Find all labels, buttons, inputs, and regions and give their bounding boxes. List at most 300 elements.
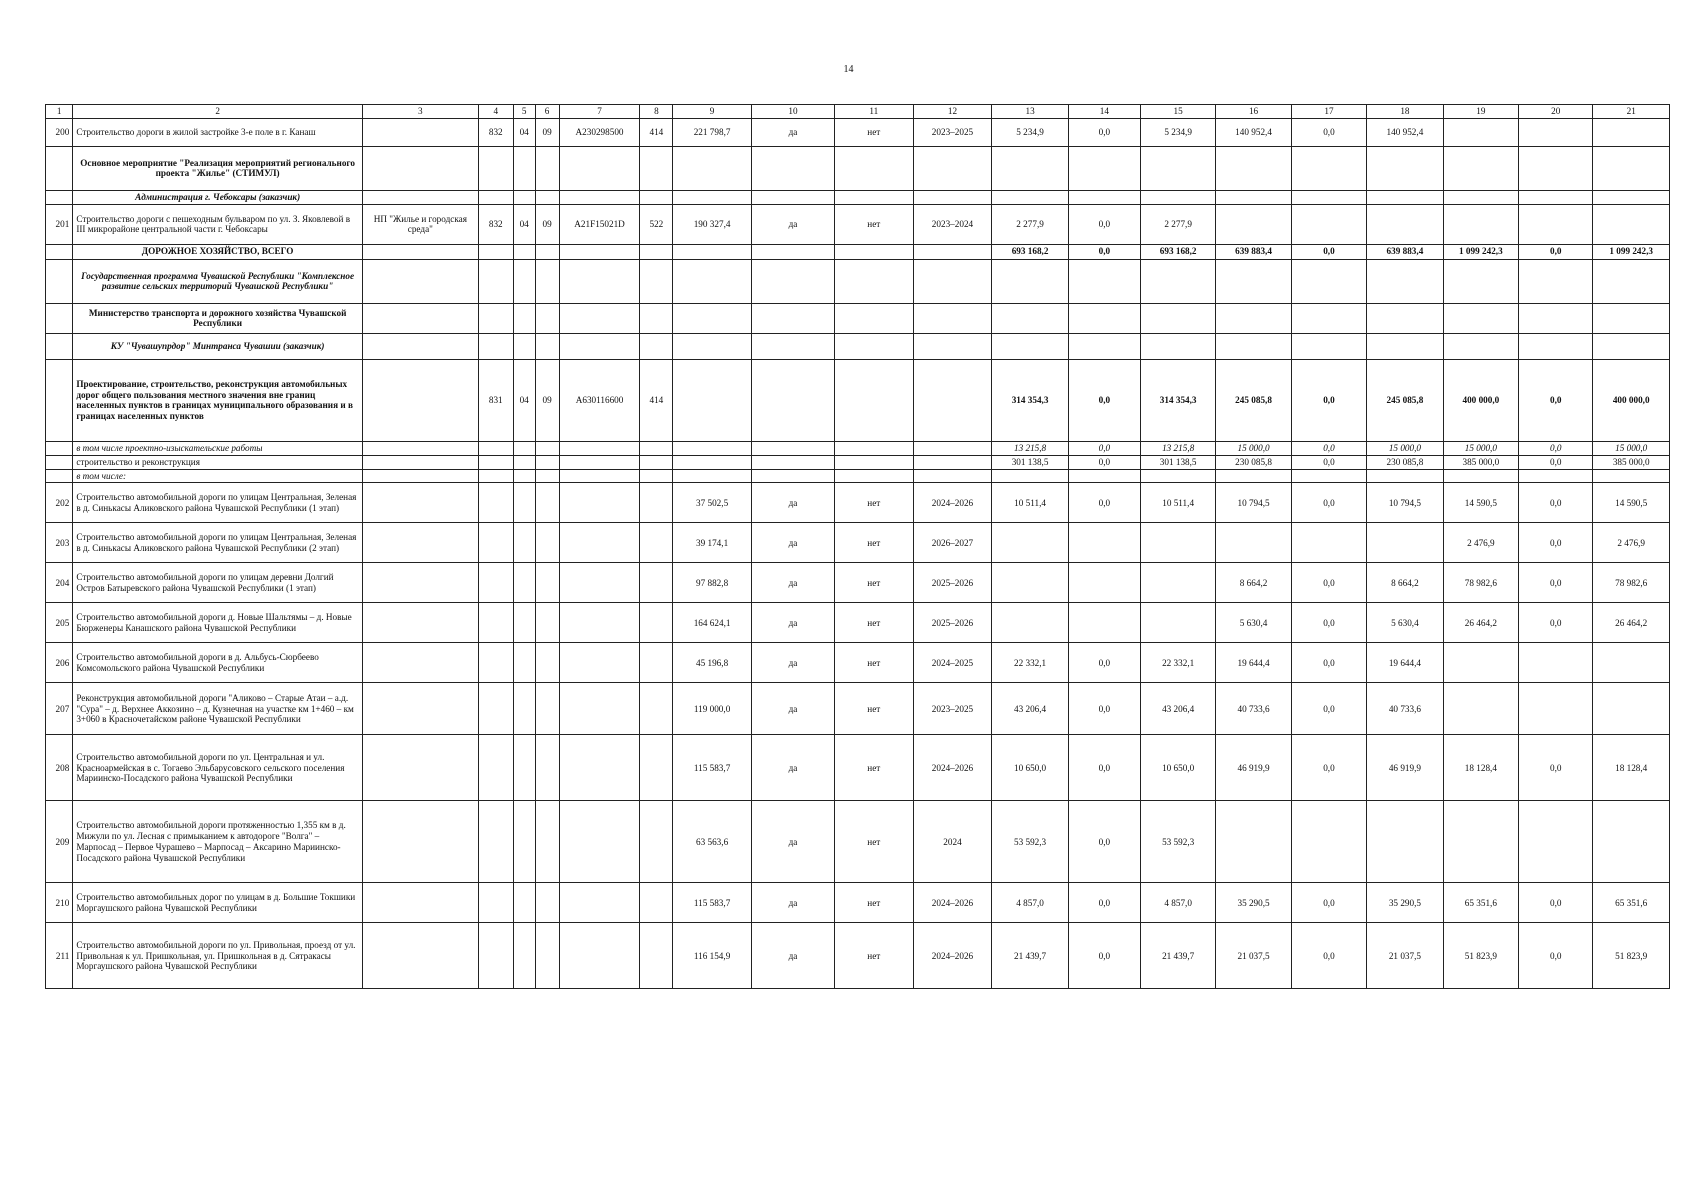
table-cell: 1 099 242,3	[1443, 244, 1518, 259]
table-cell: да	[751, 735, 834, 801]
table-cell	[559, 923, 640, 989]
table-cell: A21F15021D	[559, 204, 640, 244]
table-cell	[535, 735, 559, 801]
table-cell	[640, 146, 673, 190]
row-name: Проектирование, строительство, реконструкция автомобильных дорог общего пользования местного значения вне границ населенных пунктов в границах муниципального образования и в границах населенных пунктов	[73, 359, 363, 441]
table-cell	[478, 923, 513, 989]
row-number	[46, 244, 73, 259]
table-cell	[362, 359, 478, 441]
table-cell	[362, 923, 478, 989]
table-cell	[1140, 303, 1215, 333]
table-cell: 2 277,9	[1140, 204, 1215, 244]
table-cell	[1291, 204, 1366, 244]
table-cell	[1519, 146, 1593, 190]
table-cell: 4 857,0	[992, 883, 1069, 923]
table-cell	[1140, 259, 1215, 303]
table-cell	[535, 146, 559, 190]
table-cell	[1443, 118, 1518, 146]
table-cell	[1443, 469, 1518, 483]
table-cell	[640, 735, 673, 801]
table-row	[46, 455, 1670, 469]
table-cell	[559, 683, 640, 735]
table-cell	[478, 883, 513, 923]
table-cell	[1291, 469, 1366, 483]
table-cell: 45 196,8	[673, 643, 752, 683]
row-number	[46, 455, 73, 469]
table-cell	[478, 483, 513, 523]
row-name: Строительство автомобильной дороги по ул. Центральная и ул. Красноармейская в с. Тогаево Эльбарусовского сельского поселения Мариинско-Посадского района Чувашской Республики	[73, 735, 363, 801]
table-row	[46, 441, 1670, 455]
table-cell	[478, 244, 513, 259]
table-cell: 639 883,4	[1367, 244, 1444, 259]
table-cell	[1593, 683, 1670, 735]
table-cell	[362, 483, 478, 523]
table-cell: 639 883,4	[1216, 244, 1291, 259]
table-cell	[1291, 190, 1366, 204]
table-cell	[640, 483, 673, 523]
row-number: 200	[46, 118, 73, 146]
table-cell	[1291, 303, 1366, 333]
table-cell: 2024–2025	[913, 643, 992, 683]
row-number: 204	[46, 563, 73, 603]
column-header: 4	[478, 105, 513, 119]
table-cell	[559, 303, 640, 333]
table-row	[46, 603, 1670, 643]
table-cell: да	[751, 523, 834, 563]
table-cell: 0,0	[1068, 455, 1140, 469]
table-cell	[1443, 190, 1518, 204]
table-cell	[1443, 204, 1518, 244]
table-cell	[362, 603, 478, 643]
table-cell	[513, 333, 535, 359]
table-cell: 0,0	[1068, 923, 1140, 989]
table-cell: 65 351,6	[1443, 883, 1518, 923]
table-cell: 164 624,1	[673, 603, 752, 643]
row-name: Строительство автомобильной дороги по улицам деревни Долгий Остров Батыревского района Чувашской Республики (1 этап)	[73, 563, 363, 603]
table-cell	[362, 883, 478, 923]
table-cell	[913, 333, 992, 359]
table-cell	[535, 303, 559, 333]
table-cell	[1593, 643, 1670, 683]
table-cell: 21 037,5	[1216, 923, 1291, 989]
column-header: 16	[1216, 105, 1291, 119]
table-cell	[1367, 146, 1444, 190]
row-name: ДОРОЖНОЕ ХОЗЯЙСТВО, ВСЕГО	[73, 244, 363, 259]
table-cell: 0,0	[1519, 603, 1593, 643]
table-cell	[513, 469, 535, 483]
table-cell	[1291, 146, 1366, 190]
table-cell	[640, 801, 673, 883]
table-cell: 04	[513, 359, 535, 441]
table-cell	[559, 469, 640, 483]
table-cell: 2 476,9	[1443, 523, 1518, 563]
table-cell: 230 085,8	[1216, 455, 1291, 469]
table-cell	[478, 523, 513, 563]
table-cell: 314 354,3	[1140, 359, 1215, 441]
table-row	[46, 643, 1670, 683]
table-cell	[1519, 333, 1593, 359]
table-cell: 221 798,7	[673, 118, 752, 146]
table-cell: 35 290,5	[1216, 883, 1291, 923]
table-cell	[673, 259, 752, 303]
table-cell	[513, 735, 535, 801]
table-cell	[1291, 333, 1366, 359]
table-cell	[834, 441, 913, 455]
table-cell	[362, 523, 478, 563]
table-cell	[1519, 303, 1593, 333]
table-cell	[362, 146, 478, 190]
row-name: Основное мероприятие "Реализация мероприятий регионального проекта "Жилье" (СТИМУЛ)	[73, 146, 363, 190]
table-cell: 10 794,5	[1216, 483, 1291, 523]
table-cell: 15 000,0	[1443, 441, 1518, 455]
table-cell: 0,0	[1291, 923, 1366, 989]
table-cell	[913, 244, 992, 259]
table-cell: 832	[478, 204, 513, 244]
table-cell: 0,0	[1519, 735, 1593, 801]
row-number: 205	[46, 603, 73, 643]
table-cell: 0,0	[1291, 735, 1366, 801]
table-cell	[1367, 190, 1444, 204]
table-cell: 0,0	[1291, 441, 1366, 455]
table-cell	[1519, 801, 1593, 883]
table-cell: 39 174,1	[673, 523, 752, 563]
table-cell	[478, 735, 513, 801]
table-cell	[535, 259, 559, 303]
column-header: 9	[673, 105, 752, 119]
table-row	[46, 735, 1670, 801]
table-cell	[559, 643, 640, 683]
table-cell	[513, 883, 535, 923]
table-cell: 14 590,5	[1443, 483, 1518, 523]
table-cell: да	[751, 923, 834, 989]
table-row	[46, 303, 1670, 333]
column-header: 20	[1519, 105, 1593, 119]
table-cell	[751, 333, 834, 359]
table-cell: 0,0	[1519, 563, 1593, 603]
table-cell	[992, 333, 1069, 359]
table-cell	[640, 923, 673, 989]
table-cell: да	[751, 118, 834, 146]
table-cell: 116 154,9	[673, 923, 752, 989]
table-cell: 26 464,2	[1443, 603, 1518, 643]
table-cell	[535, 883, 559, 923]
table-cell: 2023–2025	[913, 118, 992, 146]
table-cell: 0,0	[1519, 523, 1593, 563]
table-cell: 301 138,5	[1140, 455, 1215, 469]
table-cell: 8 664,2	[1216, 563, 1291, 603]
table-cell	[640, 683, 673, 735]
table-cell: 35 290,5	[1367, 883, 1444, 923]
table-cell	[834, 244, 913, 259]
table-cell	[1593, 801, 1670, 883]
table-cell	[478, 801, 513, 883]
table-cell: 140 952,4	[1216, 118, 1291, 146]
row-name: Строительство автомобильной дороги по улицам Центральная, Зеленая в д. Синькасы Аликовского района Чувашской Республики (2 этап)	[73, 523, 363, 563]
table-cell: 314 354,3	[992, 359, 1069, 441]
row-number	[46, 469, 73, 483]
table-row	[46, 359, 1670, 441]
table-cell: 8 664,2	[1367, 563, 1444, 603]
table-cell: 0,0	[1068, 883, 1140, 923]
table-cell: 10 794,5	[1367, 483, 1444, 523]
row-name: Строительство автомобильной дороги д. Новые Шальтямы – д. Новые Бюрженеры Канашского района Чувашской Республики	[73, 603, 363, 643]
table-cell: 0,0	[1291, 483, 1366, 523]
table-cell	[1593, 259, 1670, 303]
table-cell: 53 592,3	[1140, 801, 1215, 883]
table-cell	[513, 146, 535, 190]
table-cell	[535, 563, 559, 603]
table-row	[46, 204, 1670, 244]
table-cell: 2023–2025	[913, 683, 992, 735]
table-cell: 5 234,9	[1140, 118, 1215, 146]
row-name: Строительство автомобильных дорог по улицам в д. Большие Токшики Моргаушского района Чувашской Республики	[73, 883, 363, 923]
table-cell: 115 583,7	[673, 883, 752, 923]
table-cell	[1068, 146, 1140, 190]
column-header: 5	[513, 105, 535, 119]
table-cell: 0,0	[1291, 563, 1366, 603]
table-cell: 21 439,7	[1140, 923, 1215, 989]
table-cell	[1519, 259, 1593, 303]
table-cell	[513, 259, 535, 303]
column-header: 13	[992, 105, 1069, 119]
table-cell: 190 327,4	[673, 204, 752, 244]
table-cell: 0,0	[1291, 603, 1366, 643]
column-header: 3	[362, 105, 478, 119]
table-cell	[559, 333, 640, 359]
column-header: 19	[1443, 105, 1518, 119]
table-cell: 46 919,9	[1216, 735, 1291, 801]
table-cell: 19 644,4	[1216, 643, 1291, 683]
table-cell	[535, 603, 559, 643]
table-cell	[513, 643, 535, 683]
table-cell: 13 215,8	[992, 441, 1069, 455]
table-cell: 414	[640, 359, 673, 441]
table-cell	[535, 483, 559, 523]
table-cell: 2025–2026	[913, 563, 992, 603]
table-cell: 414	[640, 118, 673, 146]
table-cell	[834, 190, 913, 204]
row-name: Строительство дороги с пешеходным бульваром по ул. З. Яковлевой в III микрорайоне центральной части г. Чебоксары	[73, 204, 363, 244]
column-header: 17	[1291, 105, 1366, 119]
table-cell	[1068, 603, 1140, 643]
table-cell	[1216, 259, 1291, 303]
table-cell	[751, 244, 834, 259]
table-cell	[834, 146, 913, 190]
table-cell: 0,0	[1291, 118, 1366, 146]
table-cell: 140 952,4	[1367, 118, 1444, 146]
table-cell	[992, 190, 1069, 204]
table-cell: 2 476,9	[1593, 523, 1670, 563]
table-cell	[559, 259, 640, 303]
table-cell	[1216, 204, 1291, 244]
table-cell	[913, 146, 992, 190]
table-cell: 400 000,0	[1593, 359, 1670, 441]
table-cell: нет	[834, 118, 913, 146]
table-cell: 15 000,0	[1367, 441, 1444, 455]
table-cell: 46 919,9	[1367, 735, 1444, 801]
table-cell	[362, 563, 478, 603]
table-cell	[362, 801, 478, 883]
table-cell	[1140, 190, 1215, 204]
table-cell: 26 464,2	[1593, 603, 1670, 643]
table-cell	[513, 190, 535, 204]
table-cell	[559, 883, 640, 923]
table-cell: 78 982,6	[1593, 563, 1670, 603]
table-cell	[673, 333, 752, 359]
table-cell: 0,0	[1068, 244, 1140, 259]
table-cell: нет	[834, 801, 913, 883]
table-cell	[1216, 303, 1291, 333]
table-cell	[640, 883, 673, 923]
table-cell	[751, 146, 834, 190]
table-cell: 0,0	[1519, 923, 1593, 989]
table-cell: 2026–2027	[913, 523, 992, 563]
row-number	[46, 333, 73, 359]
table-cell: 22 332,1	[1140, 643, 1215, 683]
table-cell	[513, 603, 535, 643]
table-row	[46, 801, 1670, 883]
table-cell	[478, 455, 513, 469]
table-cell	[640, 441, 673, 455]
row-name: Строительство автомобильной дороги по ул. Привольная, проезд от ул. Привольная к ул. Пришкольная, ул. Пришкольная в д. Сятракасы Моргаушского района Чувашской Республики	[73, 923, 363, 989]
table-cell: 0,0	[1068, 204, 1140, 244]
table-cell	[992, 259, 1069, 303]
table-cell	[1140, 563, 1215, 603]
table-row	[46, 683, 1670, 735]
table-cell	[478, 190, 513, 204]
table-cell: 09	[535, 118, 559, 146]
table-cell	[559, 146, 640, 190]
row-name: Строительство автомобильной дороги по улицам Центральная, Зеленая в д. Синькасы Аликовского района Чувашской Республики (1 этап)	[73, 483, 363, 523]
table-cell	[535, 441, 559, 455]
header-row	[46, 105, 1670, 119]
table-cell: нет	[834, 923, 913, 989]
table-cell	[559, 441, 640, 455]
table-cell: 40 733,6	[1216, 683, 1291, 735]
column-header: 10	[751, 105, 834, 119]
table-cell	[1519, 190, 1593, 204]
table-cell	[1140, 603, 1215, 643]
table-cell	[673, 303, 752, 333]
row-number: 206	[46, 643, 73, 683]
table-cell: 693 168,2	[992, 244, 1069, 259]
table-cell	[535, 333, 559, 359]
table-cell	[559, 455, 640, 469]
table-cell	[1216, 146, 1291, 190]
table-cell	[559, 244, 640, 259]
table-cell: 0,0	[1068, 483, 1140, 523]
table-cell: нет	[834, 883, 913, 923]
column-header: 14	[1068, 105, 1140, 119]
table-cell	[1216, 523, 1291, 563]
table-cell	[362, 735, 478, 801]
column-header: 21	[1593, 105, 1670, 119]
column-header: 8	[640, 105, 673, 119]
table-cell	[1443, 643, 1518, 683]
row-name: Строительство автомобильной дороги в д. Альбусь-Сюрбеево Комсомольского района Чувашской Республики	[73, 643, 363, 683]
table-cell: 522	[640, 204, 673, 244]
table-cell: 65 351,6	[1593, 883, 1670, 923]
table-cell	[834, 259, 913, 303]
table-cell	[362, 333, 478, 359]
table-cell	[1367, 259, 1444, 303]
table-cell	[559, 483, 640, 523]
table-cell: да	[751, 643, 834, 683]
table-cell: 22 332,1	[992, 643, 1069, 683]
table-cell: 5 630,4	[1216, 603, 1291, 643]
row-number: 207	[46, 683, 73, 735]
table-cell: 0,0	[1519, 483, 1593, 523]
table-cell: нет	[834, 603, 913, 643]
table-cell: 40 733,6	[1367, 683, 1444, 735]
table-cell	[535, 455, 559, 469]
column-header: 1	[46, 105, 73, 119]
table-cell	[1068, 259, 1140, 303]
table-cell	[673, 441, 752, 455]
table-cell: 2 277,9	[992, 204, 1069, 244]
table-cell: 10 650,0	[992, 735, 1069, 801]
table-cell	[673, 469, 752, 483]
table-cell	[478, 333, 513, 359]
table-cell	[513, 683, 535, 735]
table-cell	[1443, 333, 1518, 359]
table-cell	[640, 469, 673, 483]
table-cell	[913, 469, 992, 483]
row-number	[46, 259, 73, 303]
table-cell	[1068, 563, 1140, 603]
table-cell: 18 128,4	[1443, 735, 1518, 801]
table-row	[46, 244, 1670, 259]
row-number: 209	[46, 801, 73, 883]
table-cell	[559, 190, 640, 204]
table-cell	[834, 303, 913, 333]
table-cell	[362, 455, 478, 469]
table-cell: нет	[834, 523, 913, 563]
table-cell	[673, 359, 752, 441]
table-row	[46, 259, 1670, 303]
table-cell: 0,0	[1068, 359, 1140, 441]
table-cell	[478, 643, 513, 683]
table-cell	[913, 190, 992, 204]
table-row	[46, 563, 1670, 603]
table-cell	[1291, 259, 1366, 303]
table-cell	[362, 303, 478, 333]
table-cell	[834, 455, 913, 469]
table-cell	[362, 190, 478, 204]
table-cell	[513, 441, 535, 455]
table-cell	[1519, 683, 1593, 735]
table-cell: да	[751, 883, 834, 923]
table-cell	[673, 244, 752, 259]
row-name: Реконструкция автомобильной дороги "Аликово – Старые Атаи – а.д. "Сура" – д. Верхнее Аккозино – д. Кузнечная на участке км 1+460 – км 3+060 в Красночетайском районе Чувашской Республики	[73, 683, 363, 735]
table-cell	[834, 333, 913, 359]
table-cell	[478, 563, 513, 603]
table-cell	[1593, 204, 1670, 244]
table-cell	[1593, 118, 1670, 146]
table-cell	[1519, 204, 1593, 244]
table-cell	[1216, 801, 1291, 883]
table-cell	[513, 563, 535, 603]
table-cell: 0,0	[1068, 801, 1140, 883]
table-cell: 21 439,7	[992, 923, 1069, 989]
table-cell	[992, 146, 1069, 190]
table-cell	[1068, 303, 1140, 333]
table-cell: 15 000,0	[1216, 441, 1291, 455]
table-cell	[362, 244, 478, 259]
table-cell	[1140, 333, 1215, 359]
table-cell	[535, 190, 559, 204]
table-cell	[478, 441, 513, 455]
